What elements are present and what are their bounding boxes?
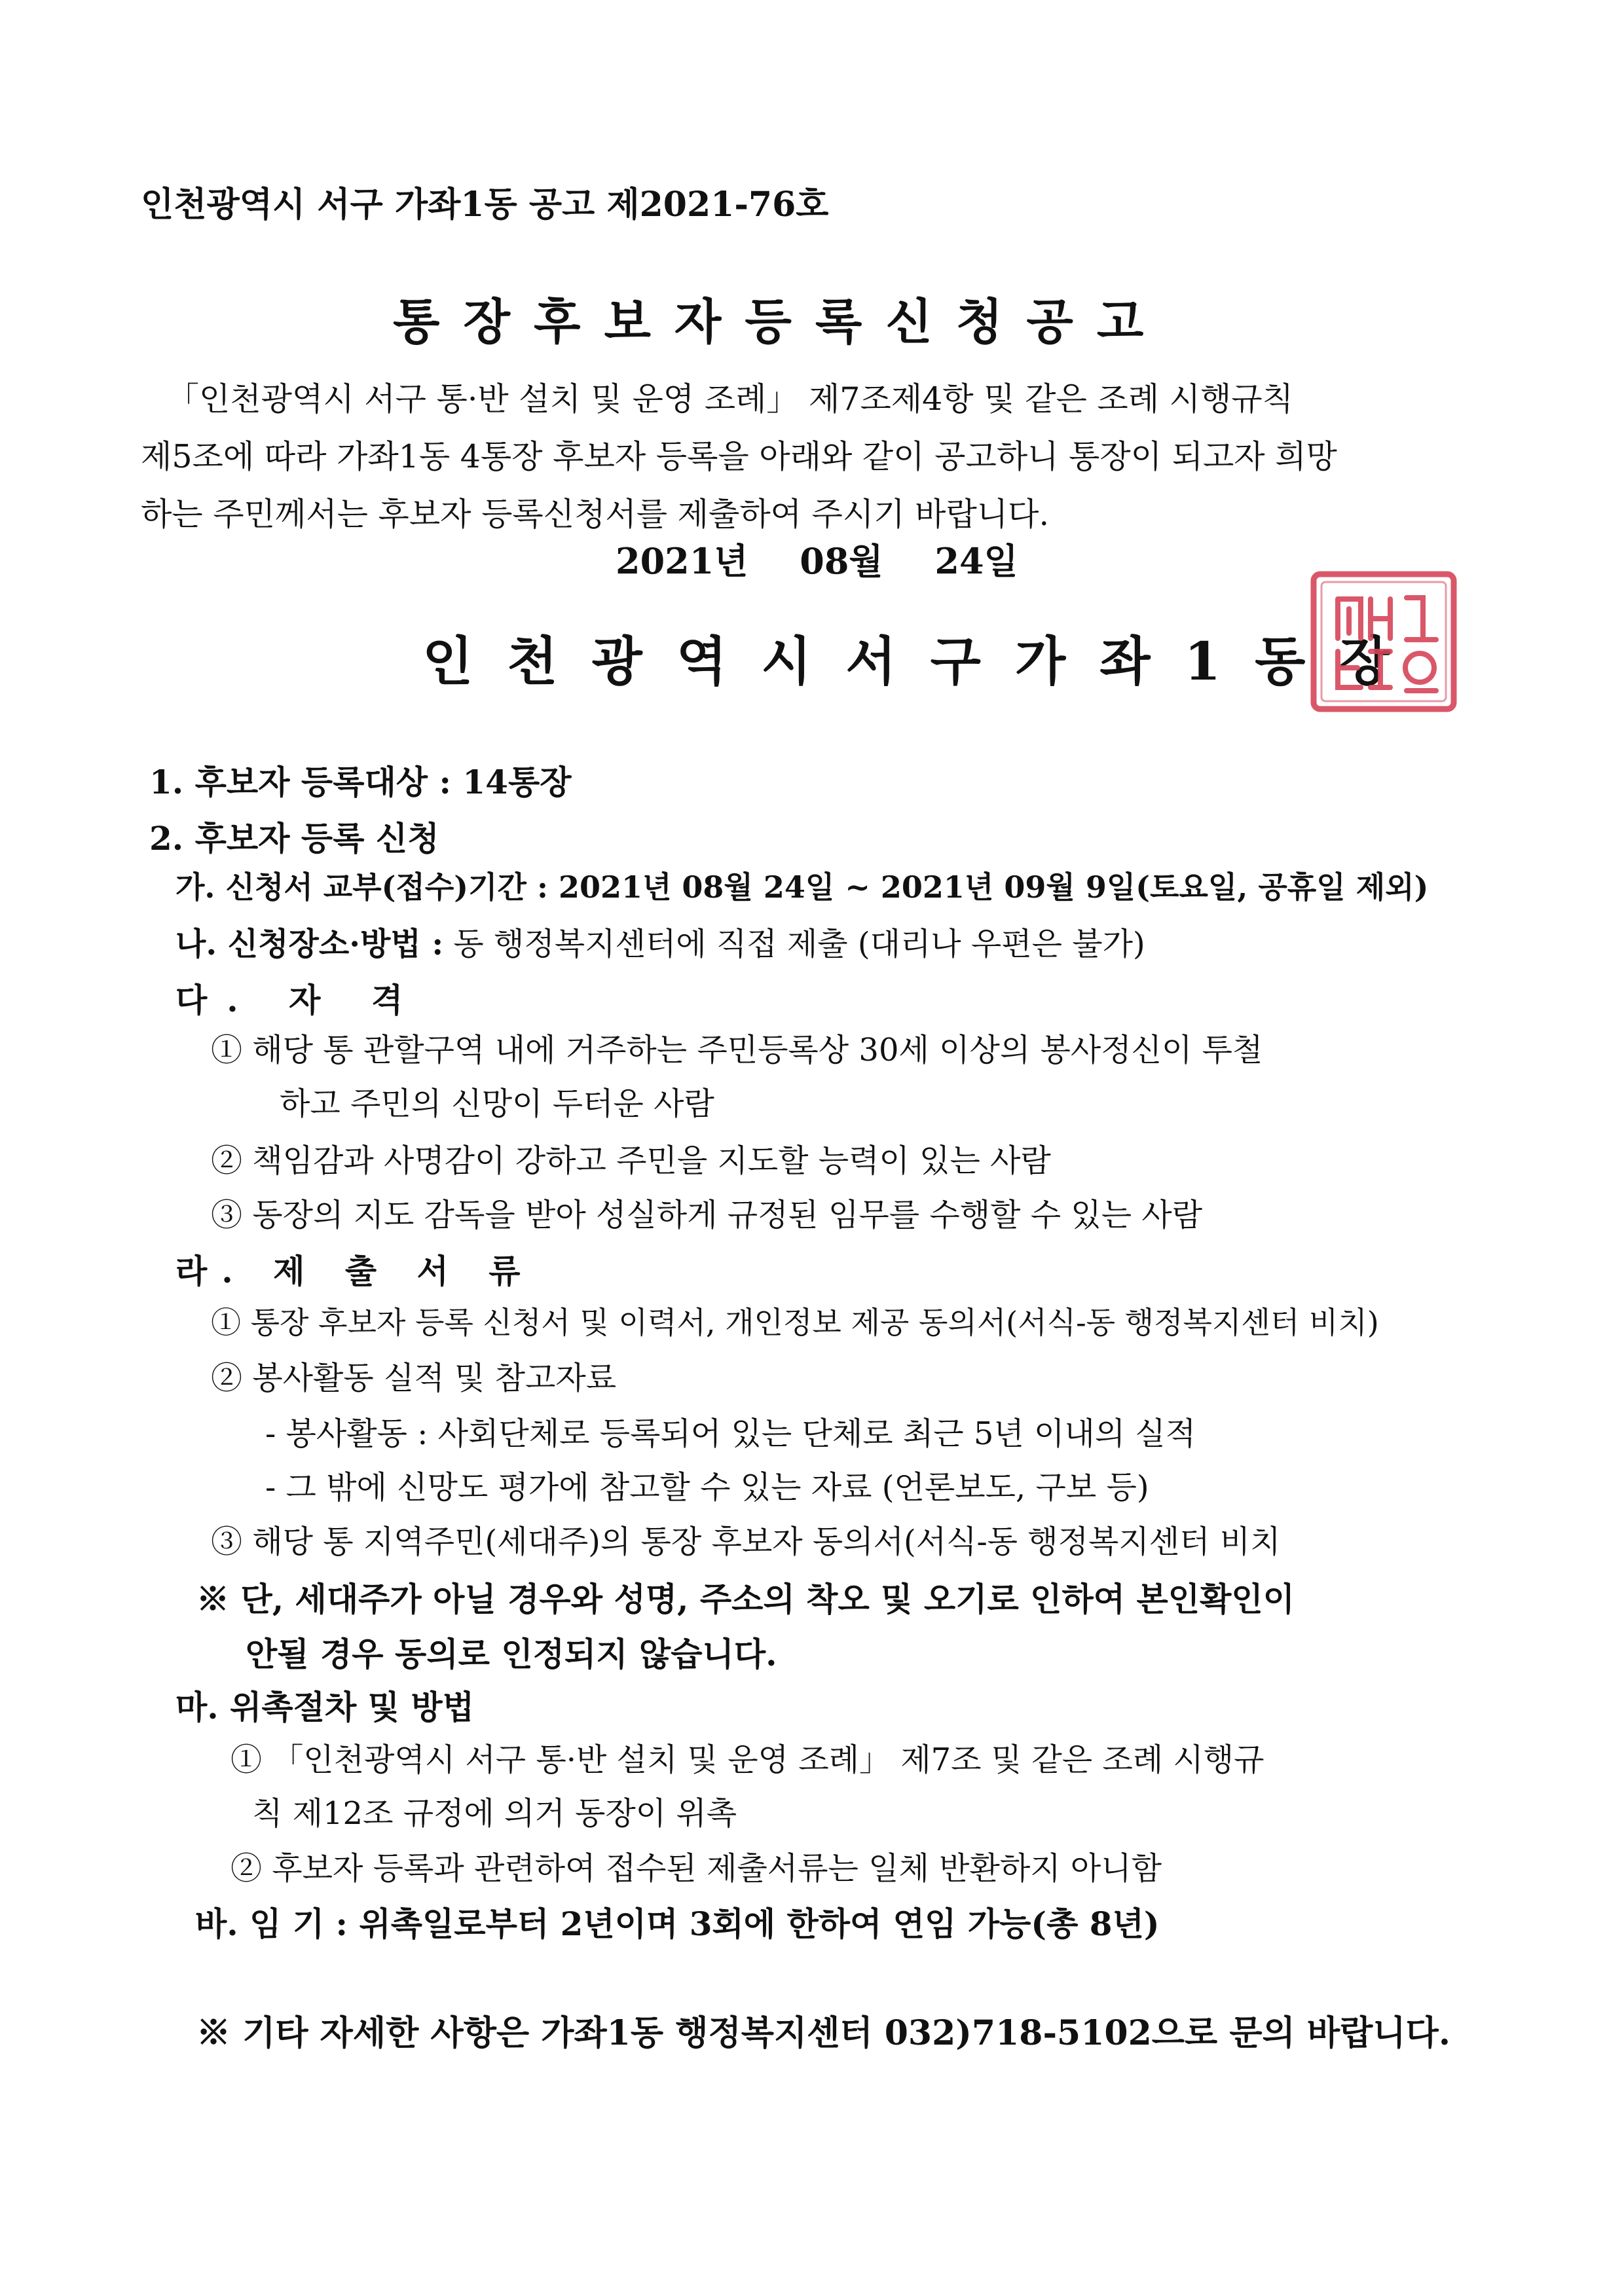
item-na-text: 동 행정복지센터에 직접 제출 (대리나 우편은 불가) [443, 926, 1145, 962]
section-2-application: 2. 후보자 등록 신청 [149, 819, 439, 858]
qualification-3: ③ 동장의 지도 감독을 받아 성실하게 규정된 임무를 수행할 수 있는 사람 [211, 1197, 1203, 1233]
intro-line-3: 하는 주민께서는 후보자 등록신청서를 제출하여 주시기 바랍니다. [141, 496, 1050, 533]
qualification-2: ② 책임감과 사명감이 강하고 주민을 지도할 능력이 있는 사람 [211, 1142, 1051, 1179]
qualification-1-cont: 하고 주민의 신망이 두터운 사람 [280, 1085, 714, 1122]
document-3: ③ 해당 통 지역주민(세대주)의 통장 후보자 동의서(서식-동 행정복지센터 비치 [211, 1523, 1281, 1560]
document-2-sub-2: - 그 밖에 신망도 평가에 참고할 수 있는 자료 (언론보도, 구보 등) [265, 1469, 1149, 1506]
item-ma-procedure: 마. 위촉절차 및 방법 [175, 1688, 475, 1726]
page-title: 통장후보자등록신청공고 [393, 294, 1168, 350]
section-1-target: 1. 후보자 등록대상 : 14통장 [149, 763, 572, 801]
procedure-2: ② 후보자 등록과 관련하여 접수된 제출서류는 일체 반환하지 아니함 [231, 1850, 1162, 1887]
document-2-sub-1: - 봉사활동 : 사회단체로 등록되어 있는 단체로 최근 5년 이내의 실적 [265, 1415, 1196, 1452]
notice-number: 인천광역시 서구 가좌1동 공고 제2021-76호 [141, 185, 829, 225]
intro-line-1: 「인천광역시 서구 통·반 설치 및 운영 조례」 제7조제4항 및 같은 조례 시행규칙 [167, 380, 1293, 418]
item-na-place [175, 928, 1145, 960]
document-2: ② 봉사활동 실적 및 참고자료 [211, 1360, 617, 1396]
item-ga-period: 가. 신청서 교부(접수)기간 : 2021년 08월 24일 ~ 2021년 09월 9일(토요일, 공휴일 제외) [175, 869, 1429, 905]
intro-line-2: 제5조에 따라 가좌1동 4통장 후보자 등록을 아래와 같이 공고하니 통장이 되고자 희망 [141, 438, 1337, 475]
warning-note-2: 안될 경우 동의로 인정되지 않습니다. [246, 1635, 777, 1673]
document-1: ① 통장 후보자 등록 신청서 및 이력서, 개인정보 제공 동의서(서식-동 행정복지센터 비치) [211, 1305, 1379, 1340]
procedure-1: ① 「인천광역시 서구 통·반 설치 및 운영 조례」 제7조 및 같은 조례 시행규 [231, 1741, 1264, 1778]
item-na-label: 나. 신청장소·방법 : [175, 926, 444, 962]
official-seal-icon [1302, 560, 1466, 723]
contact-note: ※ 기타 자세한 사항은 가좌1동 행정복지센터 032)718-5102으로 문의 바랍니다. [196, 2013, 1450, 2053]
issuer-name: 인천광역시서구가좌1동장 [422, 630, 1424, 692]
procedure-1-cont: 칙 제12조 규정에 의거 동장이 위촉 [252, 1795, 737, 1832]
qualification-1: ① 해당 통 관할구역 내에 거주하는 주민등록상 30세 이상의 봉사정신이 투철 [211, 1032, 1263, 1068]
notice-date: 2021년 08월 24일 [616, 540, 1018, 582]
item-ba-term: 바. 임 기 : 위촉일로부터 2년이며 3회에 한하여 연임 가능(총 8년) [195, 1904, 1160, 1943]
item-ra-documents: 라. 제 출 서 류 [175, 1252, 535, 1290]
warning-note-1: ※ 단, 세대주가 아닐 경우와 성명, 주소의 착오 및 오기로 인하여 본인확인이 [196, 1580, 1295, 1618]
item-da-qualification: 다. 자 격 [175, 981, 423, 1019]
